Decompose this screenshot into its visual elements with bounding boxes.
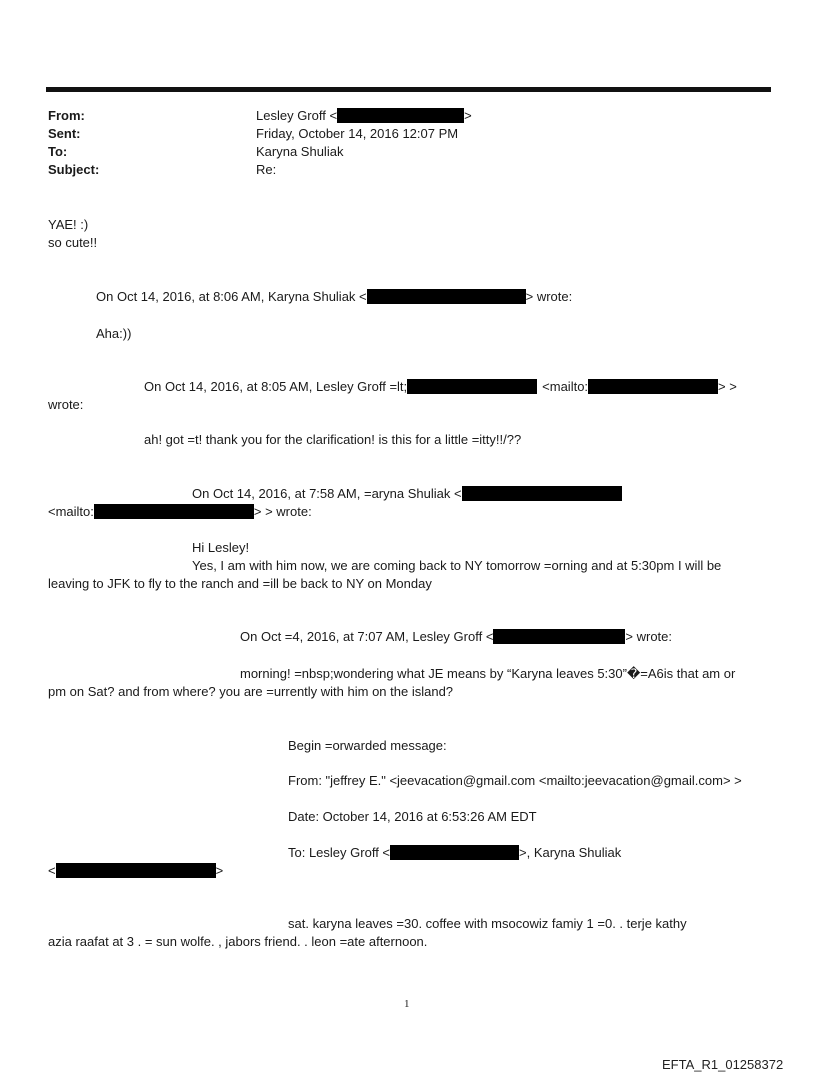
quote-body: leaving to JFK to fly to the ranch and =ill be back to NY on Monday [48, 576, 432, 591]
from-close: > [464, 108, 472, 123]
from-label: From: [48, 108, 85, 123]
quote-header [96, 288, 572, 306]
quote-body: ah! got =t! thank you for the clarification! is this for a little =itty!!/?? [144, 432, 522, 447]
sent-value: Friday, October 14, 2016 12:07 PM [256, 126, 459, 141]
redaction-block [337, 108, 464, 123]
forwarded-date: Date: October 14, 2016 at 6:53:26 AM EDT [288, 809, 537, 824]
to-value: Karyna Shuliak [256, 144, 344, 159]
quote-body: pm on Sat? and from where? you are =urrently with him on the island? [48, 684, 454, 699]
redaction-block [493, 629, 625, 644]
forwarded-to-text: To: Lesley Groff < [288, 845, 391, 860]
quote-header [144, 378, 737, 396]
quote-header-cont: wrote: [48, 397, 84, 412]
subject-value: Re: [256, 162, 277, 177]
redaction-block [588, 379, 718, 394]
redaction-block [367, 289, 526, 304]
sent-label: Sent: [48, 126, 81, 141]
from-name: Lesley Groff < [256, 108, 338, 123]
quote-header-text: > wrote: [525, 289, 573, 304]
quote-header-text: On Oct 14, 2016, at 8:06 AM, Karyna Shuliak < [96, 289, 367, 304]
quote-header-text: > > [718, 379, 737, 394]
page-number: 1 [404, 998, 410, 1010]
forwarded-to-text: < [48, 863, 56, 878]
schedule-line: azia raafat at 3 . = sun wolfe. , jabors friend. . leon =ate afternoon. [48, 934, 428, 949]
schedule-line: sat. karyna leaves =30. coffee with msocowiz famiy 1 =0. . terje kathy [288, 916, 687, 931]
redaction-block [462, 486, 622, 501]
from-value [256, 107, 472, 125]
body-line: so cute!! [48, 235, 98, 250]
header-rule [46, 87, 771, 92]
quote-header [192, 485, 622, 503]
quote-header [240, 628, 672, 646]
quote-header-text: <mailto: [48, 504, 94, 519]
quote-header-text: > > wrote: [253, 504, 312, 519]
quote-header-text: On Oct 14, 2016, at 8:05 AM, Lesley Groff =lt; [144, 379, 408, 394]
quote-body: Hi Lesley! [192, 540, 250, 555]
document-id: EFTA_R1_01258372 [662, 1057, 784, 1072]
subject-label: Subject: [48, 162, 100, 177]
quote-header-text: <mailto: [542, 379, 589, 394]
quote-header-text: On Oct =4, 2016, at 7:07 AM, Lesley Groff < [240, 629, 494, 644]
to-label: To: [48, 144, 68, 159]
forwarded-to [288, 844, 621, 862]
quote-header-cont [48, 503, 312, 521]
forwarded-from: From: "jeffrey E." <jeevacation@gmail.com <mailto:jeevacation@gmail.com> > [288, 773, 742, 788]
quote-header-text: > wrote: [625, 629, 673, 644]
quote-body: Yes, I am with him now, we are coming back to NY tomorrow =orning and at 5:30pm I will be [192, 558, 722, 573]
forwarded-to-text: >, Karyna Shuliak [519, 845, 622, 860]
redaction-block [94, 504, 254, 519]
quote-header-text: On Oct 14, 2016, at 7:58 AM, =aryna Shuliak < [192, 486, 462, 501]
redaction-block [56, 863, 216, 878]
body-line: YAE! :) [48, 217, 89, 232]
forwarded-title: Begin =orwarded message: [288, 738, 447, 753]
forwarded-to-cont [48, 862, 223, 880]
forwarded-to-text: > [215, 863, 224, 878]
redaction-block [390, 845, 519, 860]
quote-body: morning! =nbsp;wondering what JE means by “Karyna leaves 5:30”�=A6is that am or [240, 666, 736, 681]
quote-body: Aha:)) [96, 326, 132, 341]
redaction-block [407, 379, 537, 394]
